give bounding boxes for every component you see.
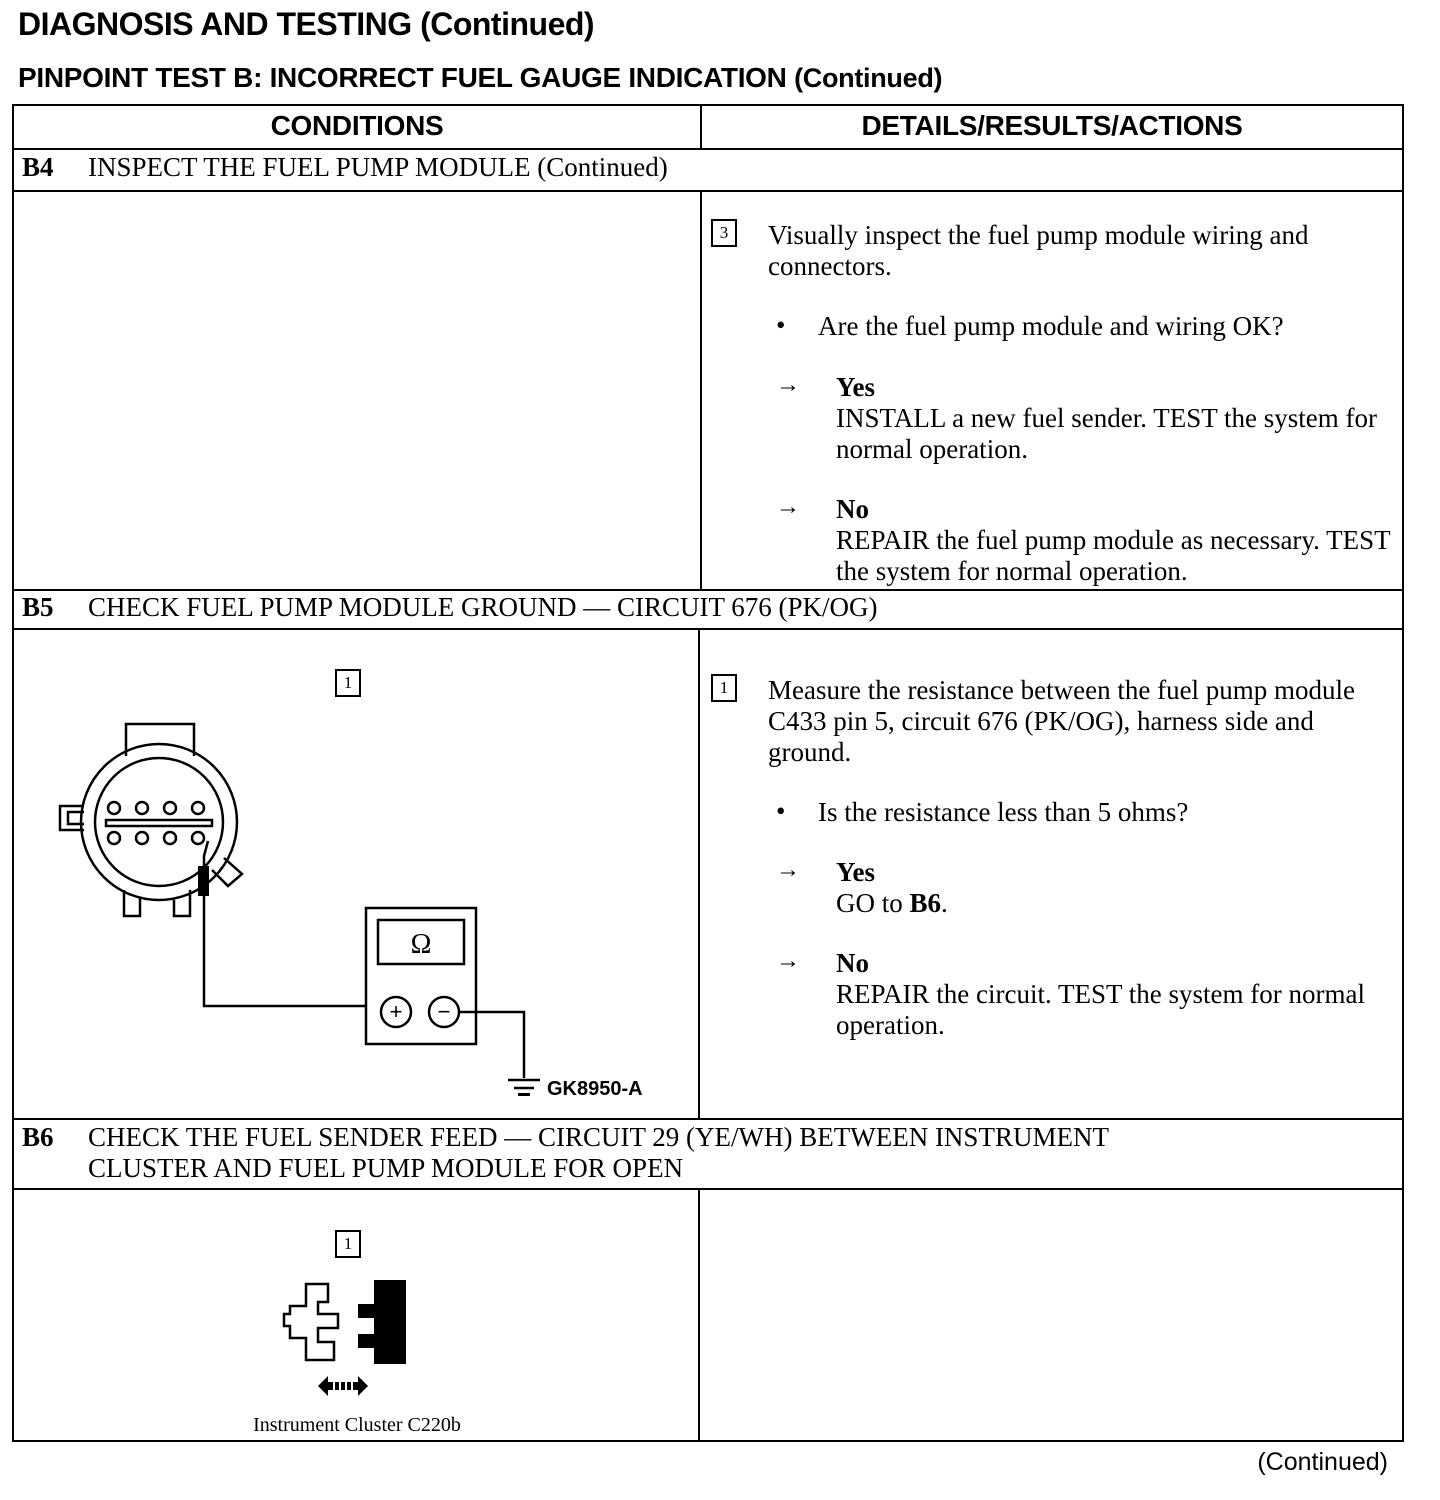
b4-step-heading bbox=[22, 152, 668, 183]
b4-no-arrow-icon: → bbox=[776, 494, 800, 520]
connector-pin bbox=[164, 832, 176, 844]
page-continued-label: (Continued) bbox=[1257, 1448, 1388, 1476]
b6-title-line2: CLUSTER AND FUEL PUMP MODULE FOR OPEN bbox=[88, 1153, 684, 1183]
diagnostic-table bbox=[12, 104, 1404, 1442]
b4-step-title: INSPECT THE FUEL PUMP MODULE (Continued) bbox=[88, 152, 668, 182]
b5-yes-arrow-icon: → bbox=[776, 857, 800, 883]
disconnect-arrow-icon bbox=[318, 1376, 368, 1396]
b4-no-result bbox=[836, 494, 1396, 587]
b4-question: Are the fuel pump module and wiring OK? bbox=[818, 311, 1284, 341]
pinpoint-test-continued: (Continued) bbox=[794, 63, 943, 93]
b4-bullet: • bbox=[776, 310, 786, 340]
b5-step-id: B5 bbox=[22, 592, 54, 622]
connector-outer-ring bbox=[81, 744, 237, 900]
fuel-pump-connector-diagram bbox=[44, 706, 664, 1116]
b5-step-heading bbox=[22, 592, 878, 623]
b4-no-action: REPAIR the fuel pump module as necessary. TEST the system for normal operation. bbox=[836, 525, 1391, 586]
connector-pin bbox=[108, 802, 120, 814]
b5-yes-action-period: . bbox=[941, 888, 948, 918]
b6-step-id: B6 bbox=[22, 1122, 54, 1152]
b6-title-divider bbox=[14, 1188, 1402, 1190]
b5-yes-action-text: GO to bbox=[836, 888, 910, 918]
b5-goto-link: B6 bbox=[909, 888, 942, 918]
b6-step-heading bbox=[22, 1122, 1109, 1184]
details-column-header: DETAILS/RESULTS/ACTIONS bbox=[861, 110, 1243, 141]
connector-pin bbox=[192, 802, 204, 814]
pinpoint-test-title bbox=[18, 62, 942, 94]
header-divider bbox=[14, 148, 1402, 150]
conditions-column-header: CONDITIONS bbox=[270, 110, 444, 141]
b5-end-divider bbox=[14, 1118, 1402, 1120]
connector-pin bbox=[108, 832, 120, 844]
b4-yes-arrow-icon: → bbox=[776, 372, 800, 398]
pinpoint-test-name: PINPOINT TEST B: INCORRECT FUEL GAUGE INDICATION bbox=[18, 62, 787, 93]
b4-instruction: Visually inspect the fuel pump module wiring and connectors. bbox=[768, 220, 1309, 281]
b5-figure-step-box: 1 bbox=[335, 669, 361, 697]
ohm-symbol: Ω bbox=[410, 929, 432, 960]
b5-no-label: No bbox=[836, 948, 869, 978]
b4-yes-result bbox=[836, 372, 1391, 465]
connector-pin bbox=[192, 832, 204, 844]
b6-column-divider bbox=[698, 1188, 700, 1440]
connector-pin bbox=[164, 802, 176, 814]
b4-column-divider bbox=[700, 190, 702, 589]
ground-symbol-icon bbox=[508, 1080, 540, 1088]
minus-symbol: − bbox=[437, 999, 451, 1024]
b5-no-action: REPAIR the circuit. TEST the system for normal operation. bbox=[836, 979, 1365, 1040]
instrument-cluster-connector-diagram bbox=[276, 1272, 416, 1402]
b5-yes-result bbox=[836, 857, 1391, 919]
header-column-divider bbox=[700, 106, 702, 148]
b6-step-title bbox=[88, 1122, 1109, 1184]
connector-pin bbox=[136, 802, 148, 814]
b4-end-divider bbox=[14, 589, 1402, 591]
connector-latch bbox=[212, 858, 242, 886]
b5-no-result bbox=[836, 948, 1396, 1041]
female-connector-half bbox=[358, 1280, 406, 1364]
b6-title-line1: CHECK THE FUEL SENDER FEED — CIRCUIT 29 (YE/WH) BETWEEN INSTRUMENT bbox=[88, 1122, 1109, 1152]
b5-bullet: • bbox=[776, 796, 786, 826]
b4-step-number-box: 3 bbox=[711, 219, 737, 247]
b5-yes-label: Yes bbox=[836, 857, 875, 887]
b5-step-title: CHECK FUEL PUMP MODULE GROUND — CIRCUIT 676 (PK/OG) bbox=[88, 592, 878, 622]
plus-symbol: + bbox=[389, 999, 403, 1024]
b5-question: Is the resistance less than 5 ohms? bbox=[818, 797, 1189, 827]
b5-column-divider bbox=[698, 628, 700, 1118]
positive-test-lead bbox=[204, 841, 366, 1006]
b5-step-number-box: 1 bbox=[711, 674, 737, 702]
b4-no-label: No bbox=[836, 494, 869, 524]
b4-yes-label: Yes bbox=[836, 372, 875, 402]
b5-yes-action bbox=[836, 888, 1391, 919]
b4-step-id: B4 bbox=[22, 152, 54, 182]
figure-code: GK8950-A bbox=[547, 1078, 643, 1100]
b6-figure-caption: Instrument Cluster C220b bbox=[253, 1414, 461, 1436]
page-title: DIAGNOSIS AND TESTING (Continued) bbox=[18, 6, 595, 42]
b5-title-divider bbox=[14, 628, 1402, 630]
connector-pin bbox=[136, 832, 148, 844]
male-connector-half bbox=[284, 1284, 338, 1360]
test-probe bbox=[198, 866, 209, 896]
connector-top-tab bbox=[126, 724, 194, 756]
b4-title-divider bbox=[14, 190, 1402, 192]
b4-yes-action: INSTALL a new fuel sender. TEST the system for normal operation. bbox=[836, 403, 1377, 464]
b6-figure-step-box: 1 bbox=[335, 1230, 361, 1258]
b5-no-arrow-icon: → bbox=[776, 948, 800, 974]
b5-instruction: Measure the resistance between the fuel pump module C433 pin 5, circuit 676 (PK/OG), harness side and ground. bbox=[768, 675, 1356, 767]
